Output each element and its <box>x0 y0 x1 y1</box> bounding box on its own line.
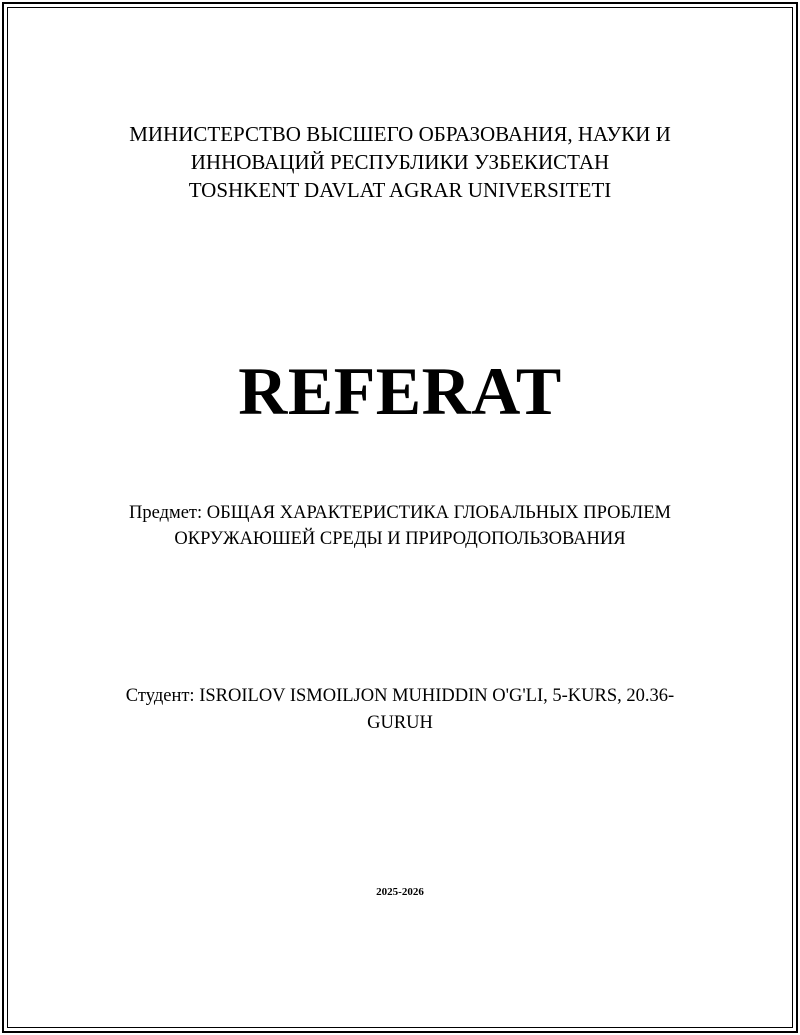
institution-header <box>60 120 740 204</box>
subject-text-1: ОБЩАЯ ХАРАКТЕРИСТИКА ГЛОБАЛЬНЫХ ПРОБЛЕМ <box>206 503 671 523</box>
ministry-line-1: МИНИСТЕРСТВО ВЫСШЕГО ОБРАЗОВАНИЯ, НАУКИ И <box>129 122 671 146</box>
subject-line-2: ОКРУЖАЮШЕЙ СРЕДЫ И ПРИРОДОПОЛЬЗОВАНИЯ <box>174 529 626 549</box>
subject-block <box>90 500 710 552</box>
subject-line-1 <box>90 500 710 526</box>
student-label: Студент: <box>125 686 195 706</box>
student-text-1: ISROILOV ISMOILJON MUHIDDIN O'G'LI, 5-KURS, 20.36- <box>199 686 675 706</box>
document-title: REFERAT <box>238 353 562 429</box>
subject-label: Предмет: <box>129 503 203 523</box>
academic-year: 2025-2026 <box>376 886 424 898</box>
ministry-line-2: ИННОВАЦИЙ РЕСПУБЛИКИ УЗБЕКИСТАН <box>190 150 610 174</box>
student-line-2: GURUH <box>367 713 433 733</box>
student-line-1 <box>110 683 690 710</box>
student-block <box>110 683 690 737</box>
university-name: TOSHKENT DAVLAT AGRAR UNIVERSITETI <box>188 178 612 202</box>
